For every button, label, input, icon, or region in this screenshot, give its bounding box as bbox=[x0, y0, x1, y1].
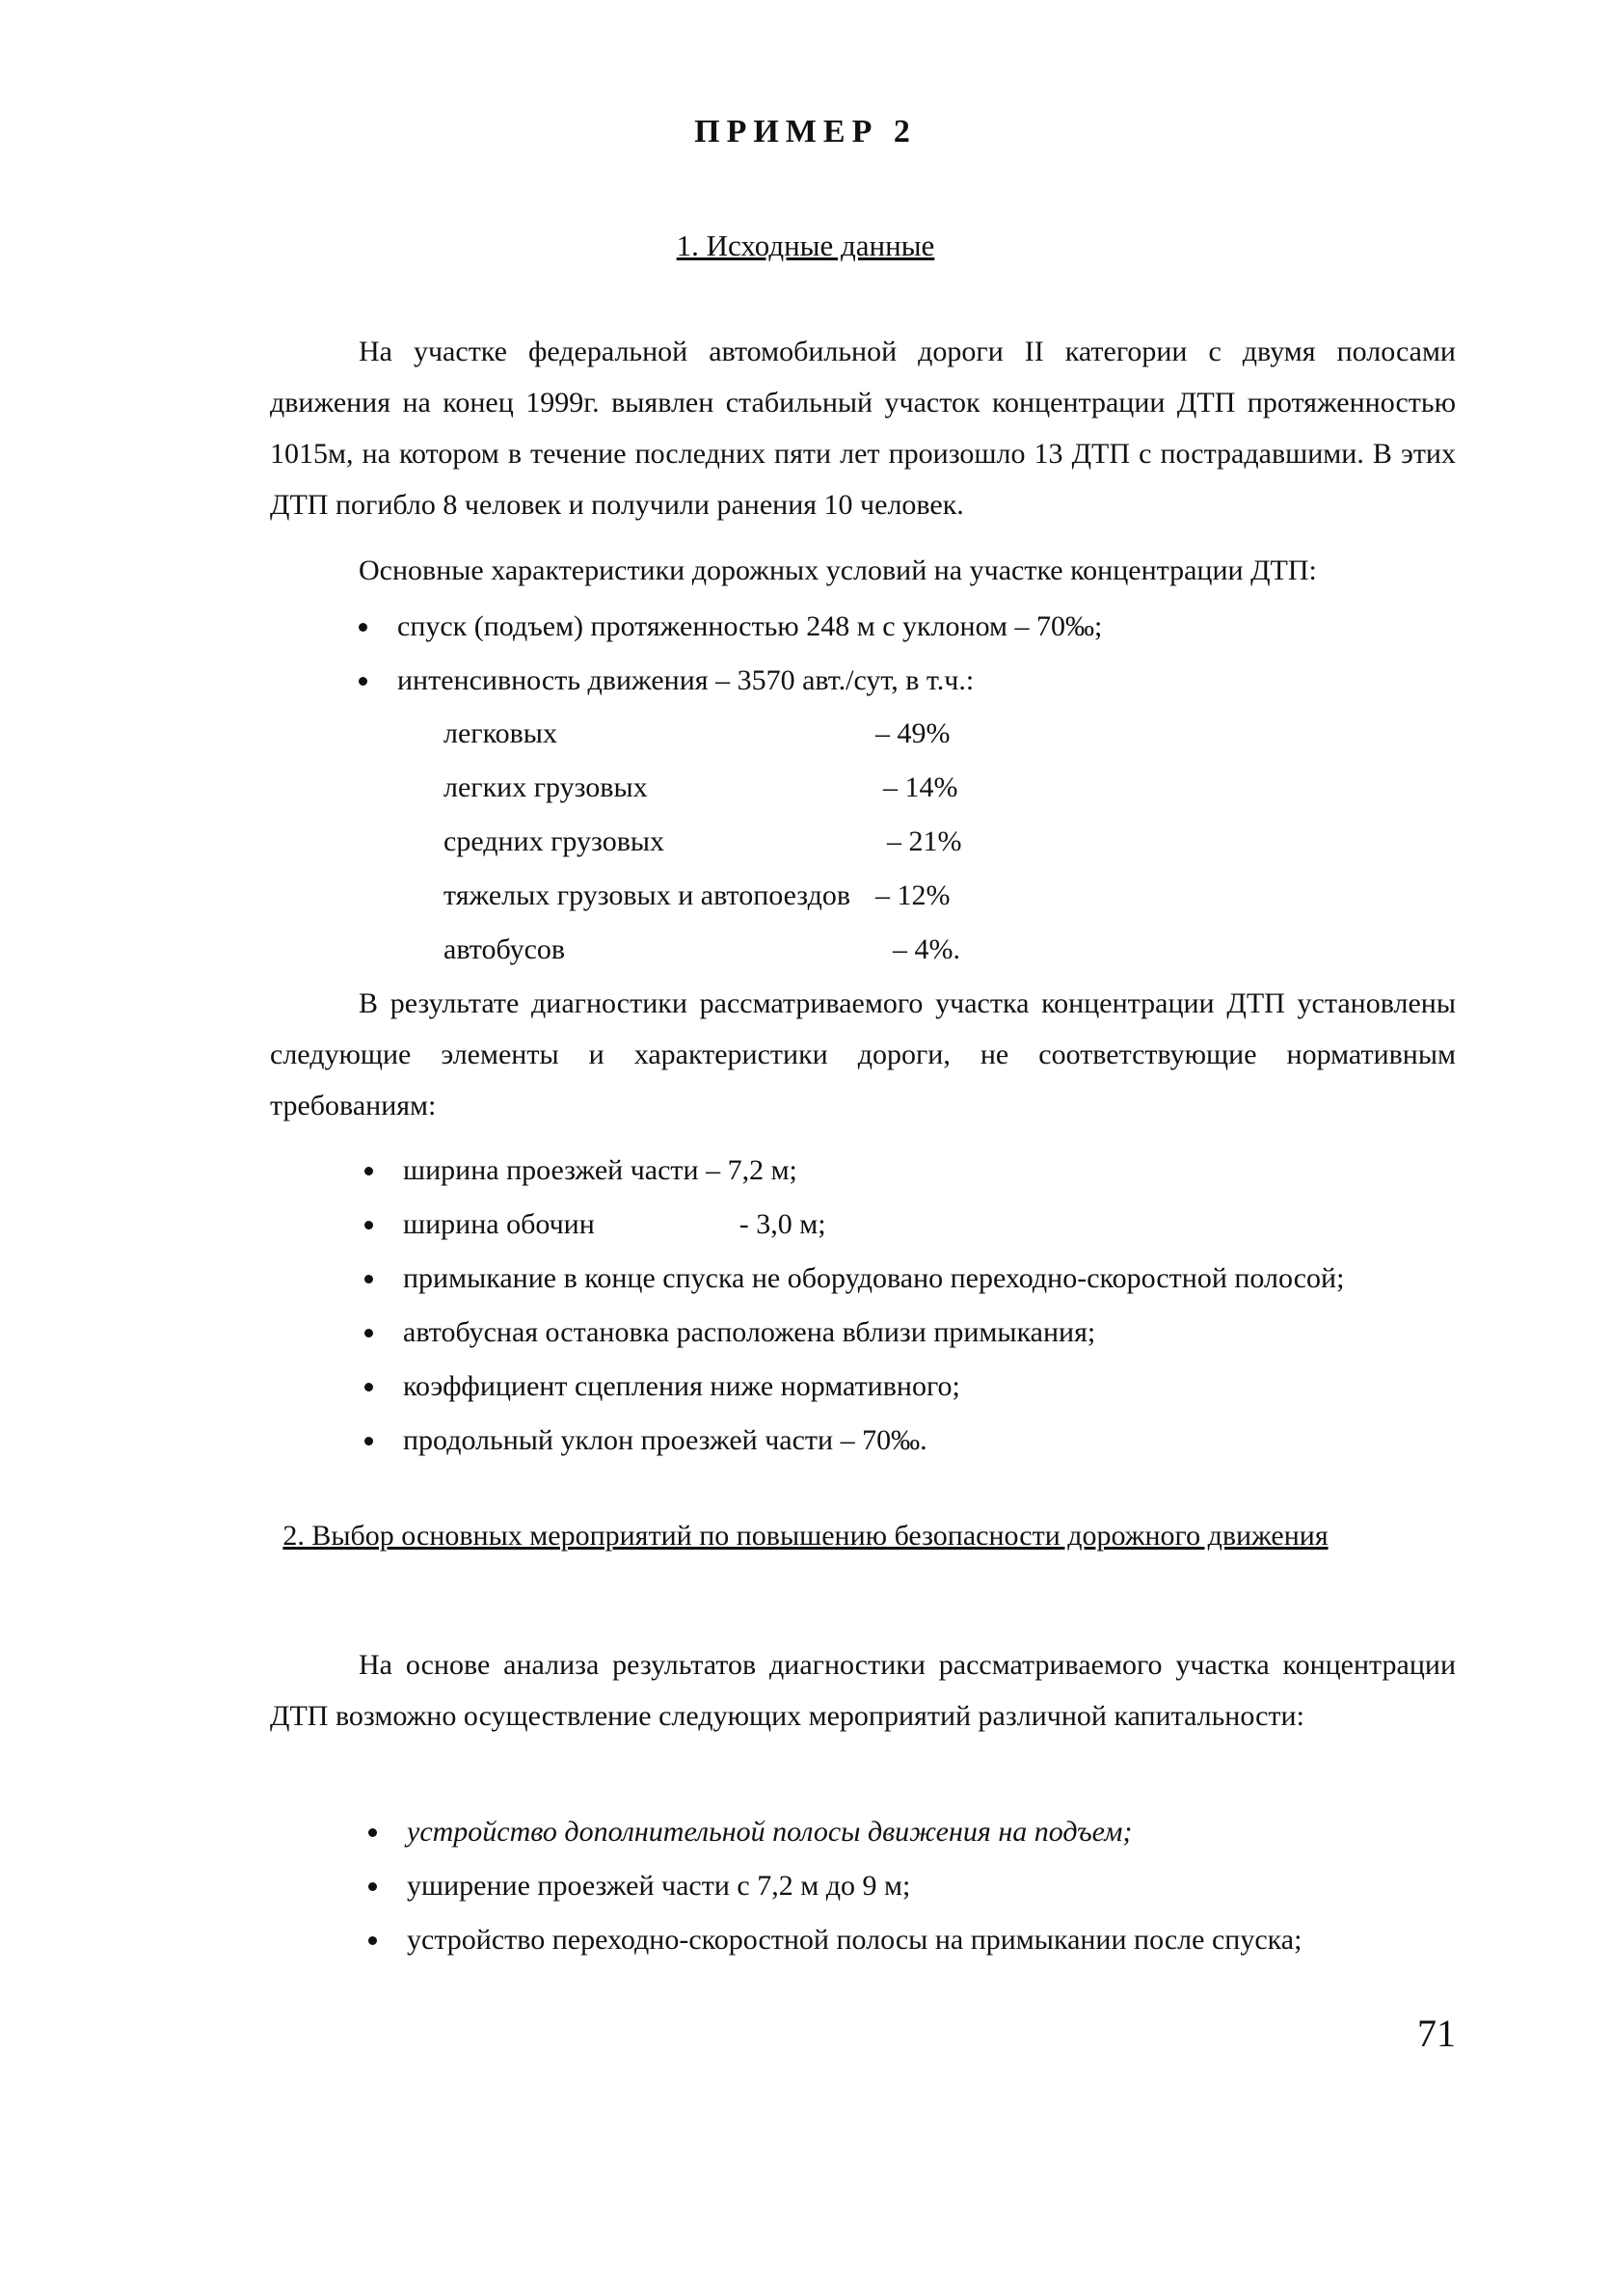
bullet-icon bbox=[359, 677, 367, 686]
traffic-row: автобусов – 4%. bbox=[443, 933, 960, 965]
traffic-composition bbox=[443, 707, 983, 977]
list-item: уширение проезжей части с 7,2 м до 9 м; bbox=[407, 1859, 1302, 1913]
list-item: устройство переходно-скоростной полосы на примыкании после спуска; bbox=[407, 1913, 1302, 1967]
paragraph-diagnostics bbox=[270, 978, 1456, 1131]
measures-list bbox=[407, 1805, 1302, 1967]
paragraph-road-conditions-text: Основные характеристики дорожных условий на участке концентрации ДТП: bbox=[359, 554, 1317, 586]
page-title: ПРИМЕР 2 bbox=[694, 114, 917, 149]
section-heading-measures: 2. Выбор основных мероприятий по повышению безопасности дорожного движения bbox=[282, 1520, 1329, 1552]
list-item: спуск (подъем) протяженностью 248 м с уклоном – 70‰; bbox=[397, 600, 1102, 654]
list-item: примыкание в конце спуска не оборудовано переходно-скоростной полосой; bbox=[403, 1252, 1344, 1306]
deficiencies-list bbox=[403, 1144, 1344, 1468]
bullet-icon bbox=[368, 1828, 377, 1837]
list-item: продольный уклон проезжей части – 70‰. bbox=[403, 1414, 1344, 1468]
bullet-icon bbox=[364, 1275, 373, 1283]
list-item: коэффициент сцепления ниже нормативного; bbox=[403, 1360, 1344, 1414]
paragraph-diagnostics-text: В результате диагностики рассматриваемого участка концентрации ДТП установлены следующие элементы и характеристики дороги, не соответствующие нормативным требованиям: bbox=[270, 987, 1456, 1121]
traffic-row: легких грузовых – 14% bbox=[443, 771, 958, 803]
traffic-row: средних грузовых – 21% bbox=[443, 825, 962, 857]
traffic-row: легковых – 49% bbox=[443, 717, 951, 749]
road-conditions-list bbox=[397, 600, 1102, 708]
bullet-icon bbox=[364, 1383, 373, 1391]
list-item: ширина проезжей части – 7,2 м; bbox=[403, 1144, 1344, 1198]
bullet-icon bbox=[368, 1936, 377, 1945]
paragraph-road-conditions bbox=[270, 545, 1456, 596]
list-item: автобусная остановка расположена вблизи примыкания; bbox=[403, 1306, 1344, 1360]
bullet-icon bbox=[359, 623, 367, 632]
paragraph-measures bbox=[270, 1639, 1456, 1742]
bullet-icon bbox=[364, 1167, 373, 1175]
section-heading-initial-data: 1. Исходные данные bbox=[676, 229, 935, 262]
paragraph-measures-text: На основе анализа результатов диагностики рассматриваемого участка концентрации ДТП возможно осуществление следующих мероприятий различной капитальности: bbox=[270, 1649, 1456, 1732]
bullet-icon bbox=[364, 1437, 373, 1445]
list-item: ширина обочин - 3,0 м; bbox=[403, 1198, 1344, 1252]
paragraph-intro bbox=[270, 326, 1456, 530]
bullet-icon bbox=[368, 1882, 377, 1891]
paragraph-intro-text: На участке федеральной автомобильной дороги II категории с двумя полосами движения на конец 1999г. выявлен стабильный участок концентрации ДТП протяженностью 1015м, на котором в течение последних пяти лет произошло 13 ДТП с пострадавшими. В этих ДТП погибло 8 человек и получили ранения 10 человек. bbox=[270, 336, 1456, 521]
traffic-row: тяжелых грузовых и автопоездов – 12% bbox=[443, 879, 951, 911]
bullet-icon bbox=[364, 1221, 373, 1229]
list-item: устройство дополнительной полосы движения на подъем; bbox=[407, 1805, 1302, 1859]
list-item: интенсивность движения – 3570 авт./сут, в т.ч.: bbox=[397, 654, 1102, 708]
bullet-icon bbox=[364, 1329, 373, 1337]
page-number: 71 bbox=[1417, 2012, 1456, 2055]
